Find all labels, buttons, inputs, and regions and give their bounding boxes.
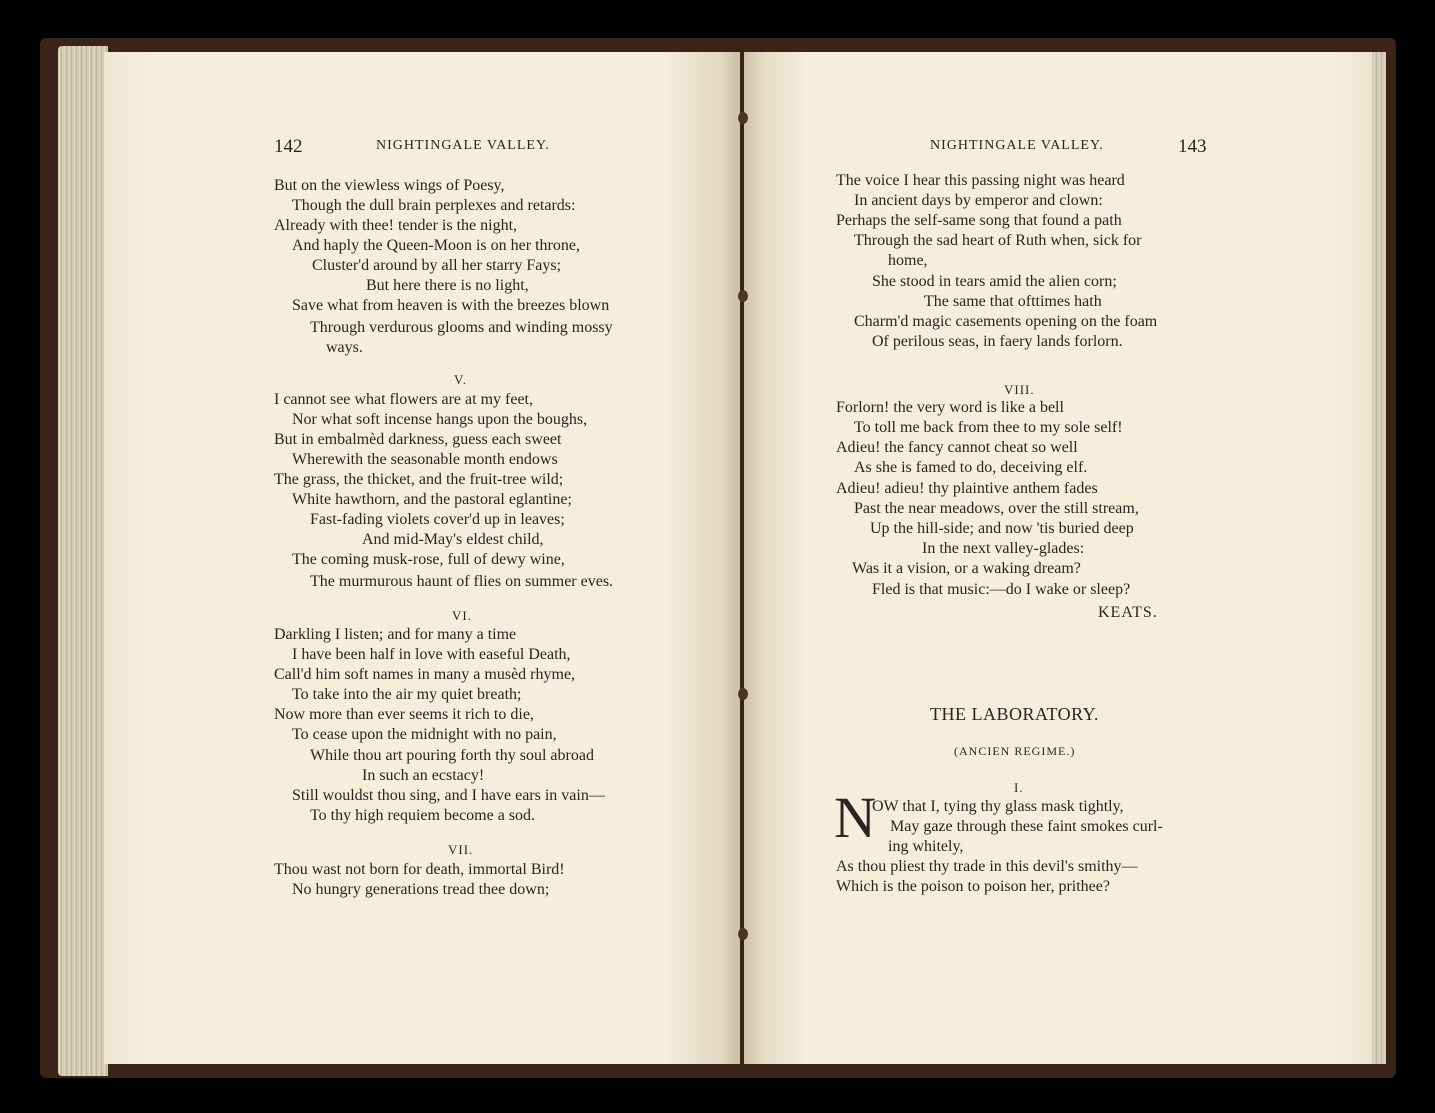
section-number: VII. (448, 842, 474, 857)
verse-line: OW that I, tying thy glass mask tightly, (872, 798, 1124, 815)
binding-stitch (738, 928, 748, 940)
section-number: I. (1014, 780, 1024, 795)
section-number: VI. (452, 608, 472, 623)
section-number: VIII. (1004, 382, 1035, 397)
verse-line: As she is famed to do, deceiving elf. (854, 459, 1088, 476)
verse-line: ways. (326, 339, 363, 356)
verse-line: home, (888, 252, 928, 269)
verse-line: The coming musk-rose, full of dewy wine, (292, 551, 565, 568)
verse-line: But in embalmèd darkness, guess each sweet (274, 431, 562, 448)
verse-line: Through the sad heart of Ruth when, sick for (854, 232, 1142, 249)
verse-line: Which is the poison to poison her, prithee? (836, 878, 1110, 895)
verse-line: The murmurous haunt of flies on summer eves. (310, 573, 614, 590)
verse-line: Darkling I listen; and for many a time (274, 626, 517, 643)
verse-line: And haply the Queen-Moon is on her throne, (292, 237, 580, 254)
verse-line: I have been half in love with easeful Death, (292, 646, 571, 663)
verse-line: Still wouldst thou sing, and I have ears in vain— (292, 787, 605, 804)
verse-line: In such an ecstacy! (362, 767, 485, 784)
verse-line: To cease upon the midnight with no pain, (292, 726, 557, 743)
verse-line: White hawthorn, and the pastoral eglantine; (292, 491, 572, 508)
section-number: V. (454, 372, 467, 387)
verse-line: Past the near meadows, over the still stream, (854, 500, 1139, 517)
verse-line: Already with thee! tender is the night, (274, 217, 518, 234)
verse-line: Adieu! adieu! thy plaintive anthem fades (836, 480, 1098, 497)
verse-line: But here there is no light, (366, 277, 529, 294)
verse-line: Forlorn! the very word is like a bell (836, 399, 1064, 416)
verse-line: As thou pliest thy trade in this devil's smithy— (836, 858, 1138, 875)
verse-line: Through verdurous glooms and winding mossy (310, 319, 613, 336)
verse-line: I cannot see what flowers are at my feet, (274, 391, 533, 408)
verse-line: Cluster'd around by all her starry Fays; (312, 257, 562, 274)
verse-line: Charm'd magic casements opening on the foam (854, 313, 1158, 330)
poem-subtitle: (ANCIEN REGIME.) (954, 744, 1076, 758)
verse-line: In ancient days by emperor and clown: (854, 192, 1103, 209)
verse-line: Of perilous seas, in faery lands forlorn. (872, 333, 1123, 350)
running-head: NIGHTINGALE VALLEY. (376, 138, 550, 153)
binding-stitch (738, 688, 748, 700)
verse-line: Fled is that music:—do I wake or sleep? (872, 581, 1131, 598)
verse-line: She stood in tears amid the alien corn; (872, 273, 1117, 290)
verse-line: In the next valley-glades: (922, 540, 1085, 557)
running-head: NIGHTINGALE VALLEY. (930, 138, 1104, 153)
verse-line: Perhaps the self-same song that found a path (836, 212, 1122, 229)
verse-line: Up the hill-side; and now 'tis buried deep (870, 520, 1134, 537)
binding-stitch (738, 290, 748, 302)
verse-line: Though the dull brain perplexes and retards: (292, 197, 576, 214)
page-number: 142 (274, 136, 303, 157)
verse-line: To take into the air my quiet breath; (292, 686, 522, 703)
verse-line: The voice I hear this passing night was heard (836, 172, 1125, 189)
verse-line: To thy high requiem become a sod. (310, 807, 536, 824)
poem-title: THE LABORATORY. (930, 704, 1099, 724)
verse-line: Fast-fading violets cover'd up in leaves; (310, 511, 565, 528)
verse-line: While thou art pouring forth thy soul abroad (310, 747, 594, 764)
verse-line: Wherewith the seasonable month endows (292, 451, 558, 468)
verse-line: ing whitely, (888, 838, 964, 855)
verse-line: May gaze through these faint smokes curl- (890, 818, 1163, 835)
verse-line: The grass, the thicket, and the fruit-tree wild; (274, 471, 564, 488)
verse-line: To toll me back from thee to my sole self! (854, 419, 1123, 436)
verse-line: Call'd him soft names in many a musèd rhyme, (274, 666, 576, 683)
binding-stitch (738, 112, 748, 124)
verse-line: Adieu! the fancy cannot cheat so well (836, 439, 1078, 456)
author-signature: KEATS. (1098, 604, 1158, 621)
verse-line: Thou wast not born for death, immortal Bird! (274, 861, 565, 878)
drop-cap: N (834, 785, 876, 850)
verse-line: Was it a vision, or a waking dream? (852, 560, 1081, 577)
page-edges-left (58, 46, 108, 1076)
page-number: 143 (1178, 136, 1207, 157)
verse-line: No hungry generations tread thee down; (292, 881, 550, 898)
verse-line: The same that ofttimes hath (924, 293, 1102, 310)
verse-line: Save what from heaven is with the breezes blown (292, 297, 610, 314)
verse-line: Now more than ever seems it rich to die, (274, 706, 534, 723)
verse-line: But on the viewless wings of Poesy, (274, 177, 505, 194)
verse-line: And mid-May's eldest child, (362, 531, 544, 548)
verse-line: Nor what soft incense hangs upon the boughs, (292, 411, 588, 428)
